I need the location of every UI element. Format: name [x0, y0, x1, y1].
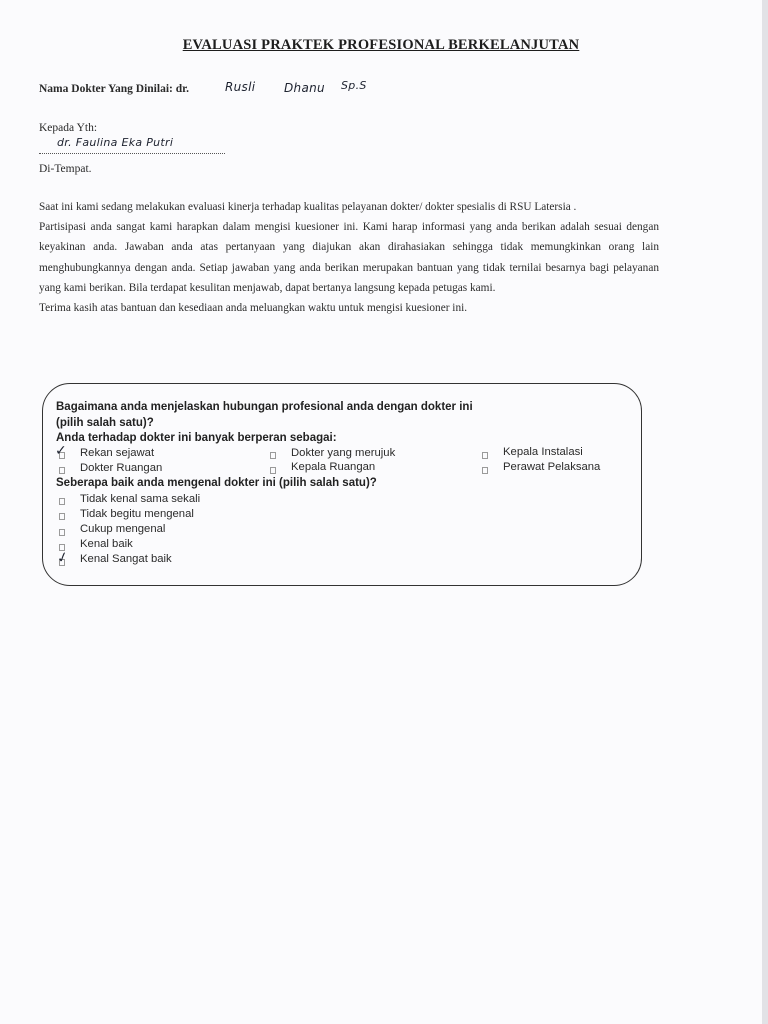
intro-paragraph: Saat ini kami sedang melakukan evaluasi kinerja terhadap kualitas pelayanan dokter/ dokter spesialis di RSU Latersia .	[39, 201, 577, 213]
question-1-text: Bagaimana anda menjelaskan hubungan profesional anda dengan dokter ini	[56, 401, 473, 413]
intro-text	[39, 197, 659, 318]
option-kepala-instalasi: Kepala Instalasi	[503, 446, 583, 458]
doctor-first-name-handwritten: Rusli	[225, 80, 256, 94]
checkbox-perawat-pelaksana[interactable]	[482, 467, 488, 474]
checkbox-tidak-begitu-mengenal[interactable]	[59, 513, 65, 520]
checkbox-dokter-yang-merujuk[interactable]	[270, 452, 276, 459]
checkbox-tidak-kenal[interactable]	[59, 498, 65, 505]
check-mark-icon: ✓	[55, 443, 67, 459]
recipient-name-handwritten: dr. Faulina Eka Putri	[57, 136, 174, 149]
doctor-name-label: Nama Dokter Yang Dinilai: dr.	[39, 83, 190, 95]
doctor-specialty-handwritten: Sp.S	[341, 79, 367, 92]
questionnaire-box	[42, 383, 642, 586]
recipient-name-field	[39, 137, 225, 154]
option-kenal-baik: Kenal baik	[80, 538, 133, 550]
question-2-text: Seberapa baik anda mengenal dokter ini (pilih salah satu)?	[56, 477, 377, 489]
option-kenal-sangat-baik: Kenal Sangat baik	[80, 553, 172, 565]
doctor-last-name-handwritten: Dhanu	[284, 81, 325, 95]
question-1-instruction: (pilih salah satu)?	[56, 417, 154, 429]
participation-paragraph: Partisipasi anda sangat kami harapkan dalam mengisi kuesioner ini. Kami harap informasi yang anda berikan adalah sesuai dengan keyakinan anda. Jawaban anda atas pertanyaan yang diajukan akan dirahasiakan sehingga tidak memungkinkan orang lain menghubungkannya dengan anda. Setiap jawaban yang anda berikan merupakan bantuan yang tidak ternilai besarnya bagi pelayanan yang kami berikan. Bila terdapat kesulitan menjawab, dapat bertanya langsung kepada petugas kami.	[39, 221, 659, 294]
option-tidak-begitu-mengenal: Tidak begitu mengenal	[80, 508, 194, 520]
checkbox-cukup-mengenal[interactable]	[59, 529, 65, 536]
option-cukup-mengenal: Cukup mengenal	[80, 523, 166, 535]
recipient-label: Kepada Yth:	[39, 122, 98, 134]
option-kepala-ruangan: Kepala Ruangan	[291, 461, 376, 473]
option-rekan-sejawat: Rekan sejawat	[80, 447, 155, 459]
checkbox-kepala-ruangan[interactable]	[270, 467, 276, 474]
thanks-paragraph: Terima kasih atas bantuan dan kesediaan anda meluangkan waktu untuk mengisi kuesioner ini.	[39, 302, 468, 315]
option-dokter-yang-merujuk: Dokter yang merujuk	[291, 447, 396, 459]
checkbox-kepala-instalasi[interactable]	[482, 452, 488, 459]
check-mark-icon: ✓	[55, 548, 71, 568]
doctor-name-row	[39, 79, 367, 95]
option-dokter-ruangan: Dokter Ruangan	[80, 462, 163, 474]
question-1-subtext: Anda terhadap dokter ini banyak berperan sebagai:	[56, 432, 337, 444]
recipient-place: Di-Tempat.	[39, 163, 92, 175]
option-tidak-kenal-sama-sekali: Tidak kenal sama sekali	[80, 493, 201, 505]
document-title: EVALUASI PRAKTEK PROFESIONAL BERKELANJUTAN	[182, 37, 580, 53]
option-perawat-pelaksana: Perawat Pelaksana	[503, 461, 601, 473]
checkbox-dokter-ruangan[interactable]	[59, 467, 65, 474]
